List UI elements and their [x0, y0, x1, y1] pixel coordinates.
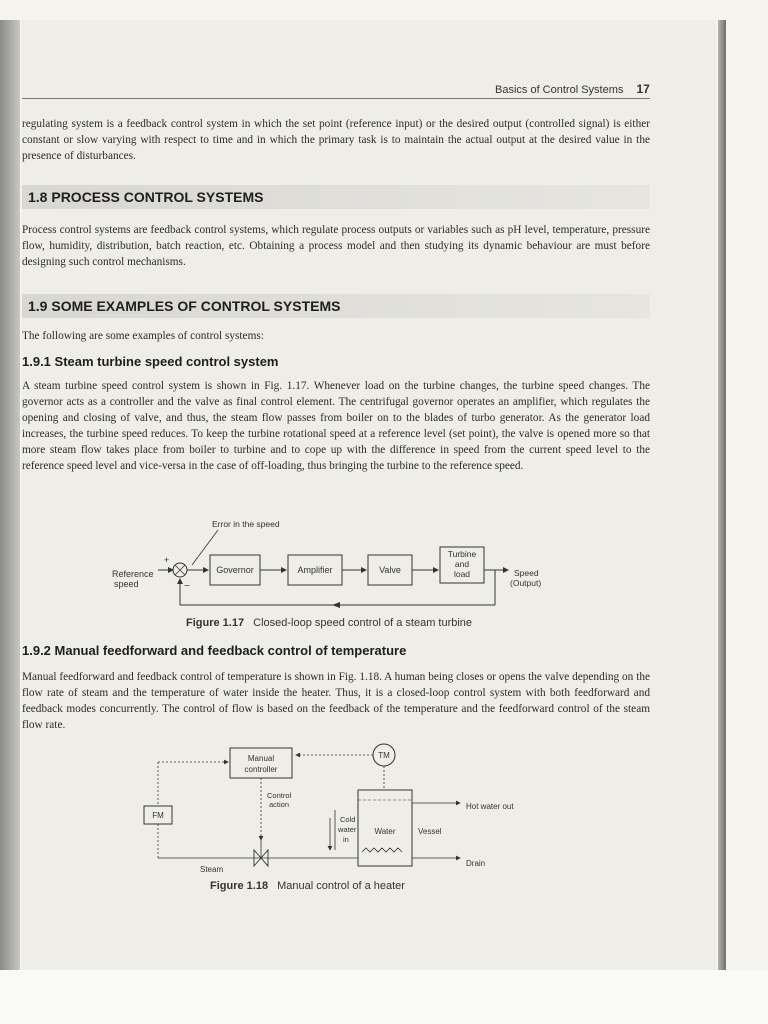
- subsection-1-9-2-paragraph: Manual feedforward and feedback control of temperature is shown in Fig. 1.18. A human being closes or opens the valve depending on the flow rate of steam and the temperature of water inside the heater. Thus, it is a closed-loop control system with both feedforward and feedback modes concurrently. The control of flow is based on the feedback of the temperature and the feedforward control of the steam flow rate.: [22, 671, 650, 731]
- header-rule: [22, 98, 650, 99]
- figure-1-18-caption: [210, 880, 405, 892]
- output-label-2: (Output): [510, 578, 542, 588]
- drain-label: Drain: [466, 859, 486, 868]
- subsection-1-9-1-paragraph: A steam turbine speed control system is shown in Fig. 1.17. Whenever load on the turbine changes, the turbine speed changes. The governor acts as a controller and the valve as final control element. The centrifugal governor operates an amplifier, which regulates the opening and closing of valve, and thus, the steam flow passes from boiler on to the blades of turbo generator. As the generator load increases, the turbine speed reduces. To keep the turbine rotational speed at a reference level (set point), the valve is opened more so that more steam flow takes place from boiler to turbine and to cope up with the difference in speed from the current speed level to the reference speed level and vice-versa in the case of off-loading, thus bringing the turbine to the reference speed.: [22, 380, 650, 472]
- error-label: Error in the speed: [212, 519, 280, 529]
- section-1-9-intro: The following are some examples of control systems:: [22, 330, 264, 342]
- subsection-heading-1-9-1: 1.9.1 Steam turbine speed control system: [22, 354, 279, 369]
- control-action-label-1: Control: [267, 791, 292, 800]
- cold-water-label-2: water: [338, 825, 357, 834]
- book-edge-right: [718, 20, 726, 970]
- figure-1-17-number: Figure 1.17: [186, 617, 245, 629]
- figure-1-17-caption: [186, 617, 472, 629]
- steam-label: Steam: [200, 865, 224, 874]
- plus-sign: +: [164, 555, 170, 565]
- running-title: Basics of Control Systems: [495, 84, 624, 96]
- tm-label: TM: [378, 751, 390, 760]
- output-label-1: Speed: [514, 568, 539, 578]
- section-heading-1-8: 1.8 PROCESS CONTROL SYSTEMS: [22, 185, 650, 209]
- figure-1-18-caption-text: Manual control of a heater: [277, 880, 405, 892]
- background-bottom: [0, 970, 768, 1024]
- intro-paragraph: regulating system is a feedback control system in which the set point (reference input) or the desired output (controlled signal) is either constant or slow varying with respect to time and in which the primary task is to maintain the actual output at the desired value in the presence of disturbances.: [22, 118, 650, 162]
- figure-1-18-number: Figure 1.18: [210, 880, 269, 892]
- manual-controller-label-2: controller: [244, 765, 278, 774]
- section-1-8-paragraph: Process control systems are feedback control systems, which regulate process outputs or variables such as pH level, temperature, pressure flow, humidity, distribution, batch reaction, etc. Obtaining a process model and then studying its dynamic behaviour are must before designing such control mechanisms.: [22, 224, 650, 268]
- manual-controller-label-1: Manual: [247, 754, 275, 763]
- cold-water-label-3: in: [343, 835, 349, 844]
- reference-label-1: Reference: [112, 569, 154, 579]
- valve-label: Valve: [379, 565, 401, 575]
- figure-1-17-block-diagram: [100, 515, 570, 615]
- amplifier-label: Amplifier: [297, 565, 333, 575]
- turbine-label-2: and: [454, 559, 470, 569]
- running-header: [495, 82, 650, 96]
- governor-label: Governor: [216, 565, 254, 575]
- vessel-label: Vessel: [418, 827, 442, 836]
- reference-label-2: speed: [114, 579, 139, 589]
- page-number: 17: [636, 82, 650, 96]
- subsection-heading-1-9-2: 1.9.2 Manual feedforward and feedback control of temperature: [22, 643, 407, 658]
- figure-1-17-caption-text: Closed-loop speed control of a steam turbine: [253, 617, 473, 629]
- fm-label: FM: [152, 811, 164, 820]
- turbine-label-3: load: [453, 569, 471, 579]
- water-label: Water: [374, 827, 396, 836]
- control-action-label-2: action: [269, 800, 290, 809]
- minus-sign: −: [184, 581, 190, 592]
- figure-1-18-heater-diagram: [130, 740, 550, 880]
- section-heading-1-9: 1.9 SOME EXAMPLES OF CONTROL SYSTEMS: [22, 294, 650, 318]
- turbine-label-1: Turbine: [447, 549, 477, 559]
- book-spine-left: [0, 20, 20, 970]
- hot-water-out-label: Hot water out: [466, 802, 514, 811]
- cold-water-label-1: Cold: [340, 815, 356, 824]
